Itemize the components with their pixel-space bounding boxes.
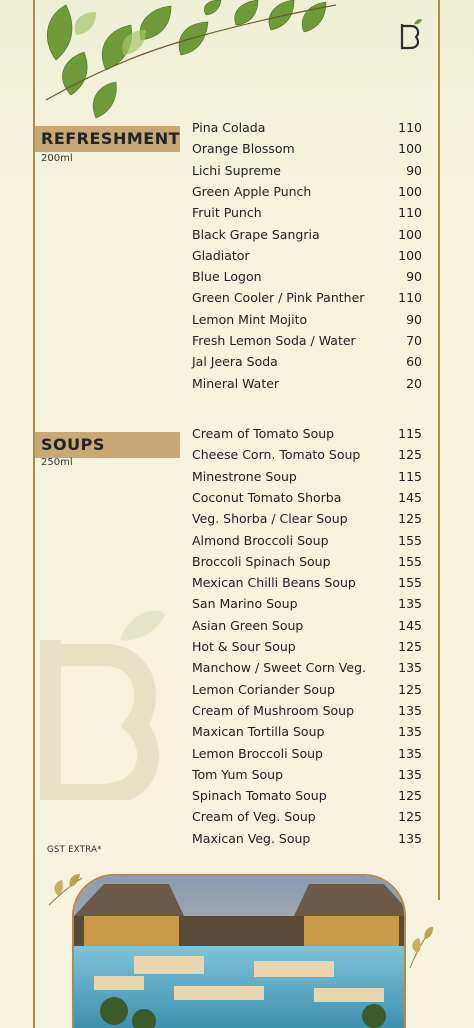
menu-item — [192, 746, 422, 767]
twig-right-decoration — [405, 925, 435, 970]
menu-item — [192, 660, 422, 681]
menu-item-name: Coconut Tomato Shorba — [192, 489, 342, 505]
menu-item-price: 125 — [398, 511, 422, 527]
menu-item-name: Lemon Mint Mojito — [192, 311, 308, 327]
menu-item-price: 135 — [398, 724, 422, 740]
menu-item-name: Green Cooler / Pink Panther — [192, 290, 365, 306]
menu-item — [192, 205, 422, 226]
menu-item-name: Lemon Broccoli Soup — [192, 745, 323, 761]
leaves-decoration — [36, 0, 336, 125]
menu-item-price: 110 — [398, 290, 422, 306]
menu-item-price: 90 — [406, 162, 422, 178]
menu-item — [192, 227, 422, 248]
menu-item-name: Spinach Tomato Soup — [192, 788, 327, 804]
section-title-soups: SOUPS — [41, 435, 105, 454]
menu-item-price: 125 — [398, 639, 422, 654]
menu-item — [192, 788, 422, 809]
menu-item-price: 155 — [398, 575, 422, 591]
restaurant-photo — [72, 874, 406, 1028]
menu-item-name: Maxican Tortilla Soup — [192, 724, 325, 740]
menu-item-price: 110 — [398, 120, 422, 135]
gst-note: GST EXTRA* — [47, 845, 102, 855]
menu-item-price: 125 — [398, 681, 422, 697]
menu-item-price: 100 — [398, 226, 422, 242]
menu-item-name: Orange Blossom — [192, 141, 295, 157]
menu-item — [192, 163, 422, 184]
menu-item — [192, 809, 422, 830]
menu-item — [192, 141, 422, 162]
menu-item-name: Pina Colada — [192, 120, 266, 135]
menu-item-price: 20 — [406, 375, 422, 391]
menu-item-price: 125 — [398, 809, 422, 825]
menu-item-name: Maxican Veg. Soup — [192, 830, 311, 846]
menu-item-price: 135 — [398, 660, 422, 676]
menu-item-name: Asian Green Soup — [192, 617, 304, 633]
menu-item-name: Almond Broccoli Soup — [192, 532, 329, 548]
menu-item-name: Fresh Lemon Soda / Water — [192, 333, 356, 348]
menu-item-name: Cheese Corn. Tomato Soup — [192, 447, 361, 463]
menu-item-price: 135 — [398, 745, 422, 761]
menu-item — [192, 469, 422, 490]
menu-item — [192, 312, 422, 333]
menu-item-price: 110 — [398, 205, 422, 221]
menu-item-name: Tom Yum Soup — [192, 766, 284, 782]
menu-item — [192, 575, 422, 596]
menu-item-price: 135 — [398, 766, 422, 782]
menu-item — [192, 447, 422, 468]
menu-item-price: 115 — [398, 468, 422, 484]
menu-item-name: Cream of Mushroom Soup — [192, 702, 355, 718]
menu-item — [192, 290, 422, 311]
menu-item-name: Broccoli Spinach Soup — [192, 553, 331, 569]
menu-item-price: 70 — [406, 333, 422, 348]
menu-item — [192, 831, 422, 852]
menu-item — [192, 269, 422, 290]
menu-item-price: 100 — [398, 141, 422, 157]
background-logo-watermark — [40, 600, 170, 800]
section-title-refreshment: REFRESHMENT — [41, 129, 180, 148]
menu-item — [192, 511, 422, 532]
menu-item-price: 115 — [398, 426, 422, 441]
section-subtitle-soups: 250ml — [41, 457, 73, 468]
menu-item-price: 100 — [398, 183, 422, 199]
menu-item-name: Blue Logon — [192, 269, 262, 285]
menu-item-price: 125 — [398, 788, 422, 804]
menu-item — [192, 767, 422, 788]
menu-item-price: 90 — [406, 269, 422, 285]
menu-item-name: Minestrone Soup — [192, 468, 297, 484]
menu-item — [192, 426, 422, 447]
menu-item-name: Cream of Veg. Soup — [192, 809, 316, 825]
menu-item-price: 135 — [398, 830, 422, 846]
menu-item — [192, 490, 422, 511]
menu-item-name: Lemon Coriander Soup — [192, 681, 335, 697]
menu-item — [192, 333, 422, 354]
menu-item-name: Jal Jeera Soda — [192, 354, 278, 370]
menu-item-price: 60 — [406, 354, 422, 370]
menu-item-name: Manchow / Sweet Corn Veg. — [192, 660, 366, 676]
menu-item-name: Fruit Punch — [192, 205, 262, 221]
menu-item-name: Lichi Supreme — [192, 162, 281, 178]
menu-item — [192, 120, 422, 141]
menu-item-name: Hot & Sour Soup — [192, 639, 296, 654]
brand-logo — [398, 18, 424, 52]
menu-item-price: 90 — [406, 311, 422, 327]
menu-item-name: Mexican Chilli Beans Soup — [192, 575, 356, 591]
menu-item-name: Mineral Water — [192, 375, 280, 391]
frame-left-border — [33, 0, 35, 1028]
section-subtitle-refreshment: 200ml — [41, 153, 73, 164]
menu-item-name: San Marino Soup — [192, 596, 298, 612]
menu-item — [192, 376, 422, 397]
frame-right-border — [438, 0, 440, 900]
menu-item — [192, 639, 422, 660]
menu-item — [192, 248, 422, 269]
menu-item — [192, 724, 422, 745]
menu-item — [192, 596, 422, 617]
menu-item — [192, 682, 422, 703]
menu-item-name: Cream of Tomato Soup — [192, 426, 335, 441]
menu-item — [192, 703, 422, 724]
menu-item — [192, 354, 422, 375]
menu-item-price: 125 — [398, 447, 422, 463]
menu-item — [192, 184, 422, 205]
menu-item-name: Green Apple Punch — [192, 183, 312, 199]
menu-item — [192, 554, 422, 575]
menu-item-name: Gladiator — [192, 247, 250, 263]
menu-item-price: 155 — [398, 553, 422, 569]
menu-item-price: 155 — [398, 532, 422, 548]
menu-item-name: Black Grape Sangria — [192, 226, 320, 242]
menu-item-price: 100 — [398, 247, 422, 263]
menu-item-price: 145 — [398, 489, 422, 505]
menu-item — [192, 618, 422, 639]
menu-item-price: 135 — [398, 596, 422, 612]
menu-item-price: 145 — [398, 617, 422, 633]
menu-item — [192, 533, 422, 554]
menu-item-price: 135 — [398, 702, 422, 718]
menu-item-name: Veg. Shorba / Clear Soup — [192, 511, 348, 527]
